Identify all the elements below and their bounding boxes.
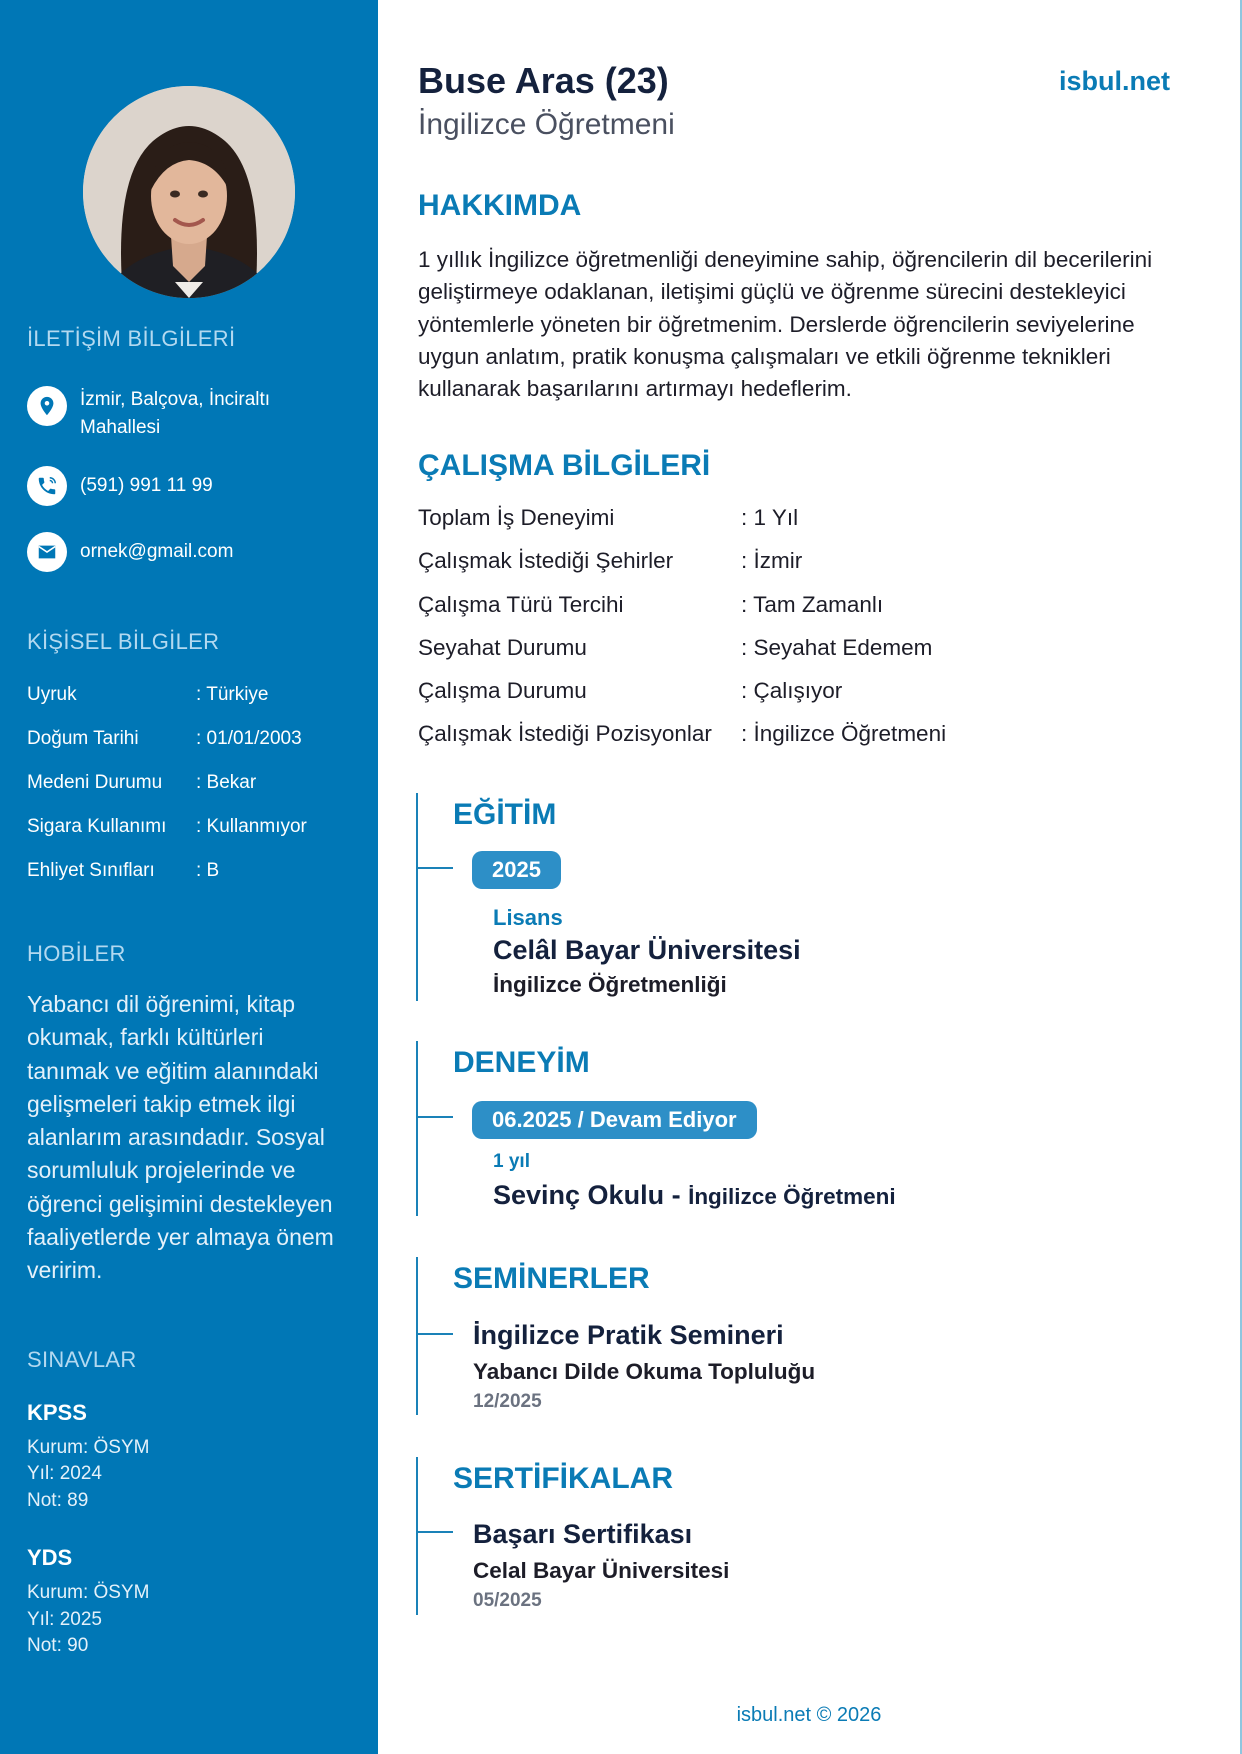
experience-role: İngilizce Öğretmeni xyxy=(688,1184,896,1209)
seminars-heading: SEMİNERLER xyxy=(453,1262,650,1295)
education-department: İngilizce Öğretmenliği xyxy=(493,972,727,997)
personal-heading: KİŞİSEL BİLGİLER xyxy=(27,629,220,654)
personal-row: Uyruk : Türkiye xyxy=(27,684,269,705)
sidebar xyxy=(0,0,378,1754)
certificate-issuer: Celal Bayar Üniversitesi xyxy=(473,1558,730,1583)
exam-institution: Kurum: ÖSYM xyxy=(27,1582,150,1603)
experience-period-badge: 06.2025 / Devam Ediyor xyxy=(472,1101,757,1139)
certificate-title: Başarı Sertifikası xyxy=(473,1519,693,1549)
work-row: Çalışma Durumu : Çalışıyor xyxy=(418,678,843,703)
exam-name: KPSS xyxy=(27,1400,87,1425)
personal-row: Sigara Kullanımı : Kullanmıyor xyxy=(27,816,307,837)
education-year-badge: 2025 xyxy=(472,851,561,889)
contact-phone xyxy=(27,466,213,506)
certificates-heading: SERTİFİKALAR xyxy=(453,1462,673,1495)
phone-icon xyxy=(27,466,67,506)
personal-row: Ehliyet Sınıfları : B xyxy=(27,860,220,881)
exam-year: Yıl: 2025 xyxy=(27,1609,102,1630)
profile-photo xyxy=(83,86,295,298)
work-row: Çalışma Türü Tercihi : Tam Zamanlı xyxy=(418,592,884,617)
hobbies-heading: HOBİLER xyxy=(27,941,126,966)
experience-duration: 1 yıl xyxy=(493,1151,530,1172)
phone-number[interactable]: (591) 991 11 99 xyxy=(80,475,213,496)
work-heading: ÇALIŞMA BİLGİLERİ xyxy=(418,449,711,482)
contact-address xyxy=(27,386,270,442)
seminar-title: İngilizce Pratik Semineri xyxy=(473,1320,784,1350)
personal-row: Doğum Tarihi : 01/01/2003 xyxy=(27,728,302,749)
location-icon xyxy=(27,386,67,426)
experience-line: Sevinç Okulu - İngilizce Öğretmeni xyxy=(493,1180,896,1210)
seminar-date: 12/2025 xyxy=(473,1391,542,1412)
email-address[interactable]: ornek@gmail.com xyxy=(80,541,234,562)
work-row: Çalışmak İstediği Şehirler : İzmir xyxy=(418,548,803,573)
exam-year: Yıl: 2024 xyxy=(27,1463,102,1484)
about-heading: HAKKIMDA xyxy=(418,189,582,222)
contact-email xyxy=(27,532,233,572)
exam-name: YDS xyxy=(27,1545,73,1570)
exam-score: Not: 89 xyxy=(27,1490,89,1511)
work-row: Seyahat Durumu : Seyahat Edemem xyxy=(418,635,933,660)
about-text: 1 yıllık İngilizce öğretmenliği deneyimine sahip, öğrencilerin dil becerilerini geliştirmeye odaklanan, iletişimi güçlü ve öğrenme sürecini destekleyici yöntemlerle yöneten bir öğretmenim. Derslerde öğrencilerin seviyelerine uygun anlatım, pratik konuşma çalışmaları ve etkili öğrenme teknikleri kullanarak başarılarını artırmayı hedeflerim. xyxy=(418,247,1153,402)
hobbies-text: Yabancı dil öğrenimi, kitap okumak, farklı kültürleri tanımak ve eğitim alanındaki gelişmeleri takip etmek ilgi alanlarım arasındadır. Sosyal sorumluluk projelerinde ve öğrenci gelişimini destekleyen faaliyetlerde yer almaya önem veririm. xyxy=(27,991,334,1284)
work-row: Çalışmak İstediği Pozisyonlar : İngilizce Öğretmeni xyxy=(418,721,947,746)
work-row: Toplam İş Deneyimi : 1 Yıl xyxy=(418,505,799,530)
brand-link[interactable]: isbul.net xyxy=(1059,66,1171,96)
exam-score: Not: 90 xyxy=(27,1635,89,1656)
exams-heading: SINAVLAR xyxy=(27,1347,137,1372)
personal-row: Medeni Durumu : Bekar xyxy=(27,772,257,793)
seminar-organizer: Yabancı Dilde Okuma Topluluğu xyxy=(473,1359,816,1384)
experience-heading: DENEYİM xyxy=(453,1046,590,1079)
job-title: İngilizce Öğretmeni xyxy=(418,108,675,141)
candidate-name: Buse Aras (23) xyxy=(418,60,669,101)
mail-icon xyxy=(27,532,67,572)
education-heading: EĞİTİM xyxy=(453,798,557,831)
address-line-2: Mahallesi xyxy=(80,417,161,438)
address-line-1: İzmir, Balçova, İnciraltı xyxy=(80,389,271,410)
exam-institution: Kurum: ÖSYM xyxy=(27,1437,150,1458)
education-degree: Lisans xyxy=(493,905,563,930)
footer-copyright: isbul.net © 2026 xyxy=(736,1704,882,1726)
certificate-date: 05/2025 xyxy=(473,1590,542,1611)
contact-heading: İLETİŞİM BİLGİLERİ xyxy=(27,326,236,351)
education-school: Celâl Bayar Üniversitesi xyxy=(493,935,801,965)
experience-company: Sevinç Okulu xyxy=(493,1180,665,1210)
